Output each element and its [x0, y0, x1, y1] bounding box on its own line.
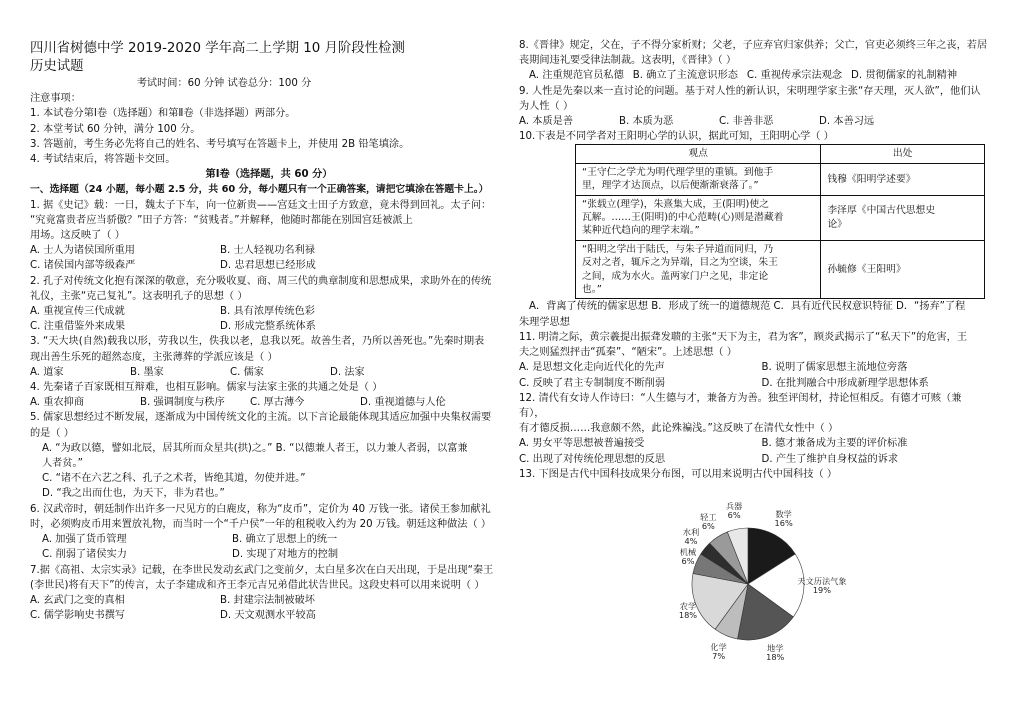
- question-3: [30, 334, 508, 380]
- option-d: D. 产生了维护自身权益的诉求: [761, 453, 899, 465]
- option-b-cont: 人者贫。”: [42, 458, 83, 470]
- question-text: 有才德反损……我意颇不然，此论殊褊浅。”这反映了在清代女性中（ ）: [519, 423, 839, 435]
- question-text: 6. 汉武帝时，朝廷制作出许多一尺见方的白鹿皮，称为“皮币”，定价为 40 万钱一张。诸侯王参加献礼: [30, 503, 491, 515]
- question-text: 7.据《高祖、太宗实录》记载，在李世民发动玄武门之变前夕，太白星多次在白天出现，于是出现“秦王: [30, 564, 494, 576]
- question-text: 丧期间违礼要受律法制裁。这表明，《晋律》（ ）: [519, 55, 737, 67]
- option-a: A. 重视宣传三代成就: [30, 306, 125, 318]
- question-1: [30, 198, 508, 274]
- option-d: D. 法家: [330, 366, 365, 378]
- pie-slice-label: 天文历法气象 19%: [797, 576, 847, 596]
- option-b: B. 说明了儒家思想主流地位旁落: [761, 362, 908, 374]
- question-text: 12. 清代有女诗人作诗曰：“人生德与才，兼备方为善。独至评闺材，持论恒相反。有德才可赅（兼: [519, 392, 962, 404]
- option-d: D. 重视道德与人伦: [360, 397, 446, 409]
- question-text: 2. 孔子对传统文化抱有深深的敬意，充分吸收夏、商、周三代的典章制度和思想成果，求助外在的传统: [30, 275, 492, 287]
- question-text: 11. 明清之际，黄宗羲提出振聋发聩的主张“天下为主，君为客”，顾炎武揭示了“私天下”的危害，王: [519, 331, 968, 343]
- pie-slice-label: 数学 16%: [774, 509, 793, 529]
- option-a: A. 注重规范官员私德: [529, 70, 624, 82]
- left-column: [30, 0, 508, 623]
- question-6: [30, 502, 508, 563]
- option-b: B. 强调制度与秩序: [140, 397, 225, 409]
- notice-block: [30, 91, 508, 167]
- question-options: 朱理学思想: [519, 316, 570, 328]
- notice-item: 2. 本堂考试 60 分钟，满分 100 分。: [30, 123, 201, 135]
- option-a: A. 本质是善: [519, 116, 574, 128]
- option-d: D. 形成完整系统体系: [220, 321, 316, 333]
- option-d: D. 实现了对地方的控制: [232, 549, 339, 561]
- pie-slice-label: 水利 4%: [682, 526, 700, 546]
- question-text: 有），: [519, 407, 545, 419]
- question-8: [519, 38, 1004, 84]
- option-c: C. 诸侯国内部等级森严: [30, 260, 136, 272]
- table-row: [576, 163, 985, 195]
- option-b: B. 封建宗法制被破坏: [220, 594, 315, 606]
- option-b: B. 确立了思想上的统一: [232, 534, 338, 546]
- question-5: [30, 410, 508, 501]
- pie-slice-label: 农学 18%: [678, 601, 698, 621]
- option-c: C. “诸不在六艺之科、孔子之术者，皆绝其道，勿使并进。”: [42, 473, 306, 485]
- table-cell: “阳明之学出于陆氏，与朱子异道而同归，乃 反对之者，辄斥之为异端，目之为空谈，朱王 之间，成为水火。盖两家门户之见，非定论 也。”: [576, 240, 821, 299]
- option-c: C. 儒学影响史书撰写: [30, 610, 126, 622]
- option-c: C. 削弱了诸侯实力: [42, 549, 127, 561]
- question-text: 夫之则猛烈抨击“孤秦”、“陋宋”。上述思想（ ）: [519, 347, 737, 359]
- question-text: 礼仪，主张“克己复礼”。这表明孔子的思想（ ）: [30, 290, 248, 302]
- pie-slice-label: 兵器 6%: [725, 501, 743, 521]
- exam-title: 四川省树德中学 2019-2020 学年高二上学期 10 月阶段性检测: [30, 41, 405, 56]
- option-a: A. 士人为诸侯国所重用: [30, 245, 135, 257]
- table-header: 出处: [821, 145, 985, 163]
- table-cell: “张载立(理学)，朱熹集大成，王(阳明)使之 瓦解。……王(阳明)的中心范畴(心)则是潜藏着 某种近代趋向的理学末端。”: [576, 195, 821, 240]
- option-d: D. “我之出而仕也，为天下，非为君也。”: [42, 488, 225, 500]
- option-c: C. 厚古薄今: [250, 397, 305, 409]
- table-cell: 钱穆《阳明学述要》: [821, 163, 985, 195]
- table-header: 观点: [576, 145, 821, 163]
- question-10: [519, 129, 1004, 330]
- option-d: D. 忠君思想已经形成: [220, 260, 316, 272]
- pie-slice-label: 机械 6%: [679, 546, 697, 566]
- option-b: B. 确立了主流意识形态: [632, 70, 738, 82]
- question-12: [519, 391, 1004, 467]
- option-c: C. 重视传承宗法观念: [746, 70, 843, 82]
- question-9: [519, 84, 1004, 130]
- exam-info: 考试时间：60 分钟 试卷总分：100 分: [136, 78, 312, 89]
- question-4: [30, 380, 508, 410]
- notice-item: 4. 考试结束后，将答题卡交回。: [30, 154, 176, 166]
- table-cell: “王守仁之学尤为明代理学里的重镇。到他手 里，理学才达顶点，以后便渐渐衰落了。”: [576, 163, 821, 195]
- option-a: A. 道家: [30, 366, 64, 378]
- question-text: (李世民)将有天下”的传言，太子李建成和齐王李元吉兄弟借此状告世民。这段史料可以用来说明（ ）: [30, 579, 485, 591]
- option-a: A. 是思想文化走向近代化的先声: [519, 362, 665, 374]
- section-heading: 第Ⅰ卷（选择题，共 60 分）: [205, 169, 333, 181]
- pie-slice-label: 轻工 6%: [700, 511, 717, 531]
- option-c: C. 儒家: [230, 366, 264, 378]
- question-text: “究竟富贵者应当骄傲？”田子方答：“贫贱者。”并解释，他随时都能在别国宫廷被派上: [30, 214, 413, 226]
- option-d: D. 天文观测水平较高: [220, 610, 316, 622]
- question-text: 8.《晋律》规定，父在，子不得分家析财；父老，子应弃官归家供养；父亡，官吏必须终三年之丧，若居: [519, 40, 988, 51]
- question-text: 9. 人性是先秦以来一直讨论的问题。基于对人性的新认识，宋明理学家主张“存天理，灭人欲”，他们认: [519, 85, 981, 97]
- table-row: [576, 240, 985, 299]
- option-a: A. 男女平等思想被普遍接受: [519, 438, 645, 450]
- option-a: A. 玄武门之变的真相: [30, 594, 125, 606]
- tech-pie-chart: [660, 501, 850, 662]
- viewpoint-table: [575, 144, 985, 299]
- question-text: 1. 据《史记》载：一日，魏太子下车，向一位新贵——宫廷文士田子方致意，竟未得到回礼。太子问：: [30, 199, 492, 211]
- option-a: A. “为政以德，譬如北辰，居其所而众星共(拱)之。” B. “以德兼人者王，以力兼人者弱，以富兼: [42, 442, 468, 454]
- question-text: 时，必须购皮币用来置放礼物，而当时一个“千户侯”一年的租税收入约为 20 万钱。朝廷这种做法（ ）: [30, 518, 492, 530]
- table-cell: 李泽厚《中国古代思想史 论》: [821, 195, 985, 240]
- question-options: A．背离了传统的儒家思想 B．形成了统一的道德规范 C．具有近代民权意识特征 D．“扬弃”了程: [529, 301, 966, 313]
- option-d: D. 本善习远: [819, 116, 875, 128]
- question-text: 为人性（ ）: [519, 100, 574, 112]
- option-b: B. 本质为恶: [619, 116, 674, 128]
- table-cell: 孙毓修《王阳明》: [821, 240, 985, 299]
- section-intro: 一、选择题（24 小题，每小题 2.5 分，共 60 分，每小题只有一个正确答案，请把它填涂在答题卡上。）: [30, 184, 489, 196]
- option-b: B. 德才兼备成为主要的评价标准: [761, 438, 908, 450]
- question-text: 用场。这反映了（ ）: [30, 230, 125, 242]
- table-row: [576, 195, 985, 240]
- question-text: 的是（ ）: [30, 427, 74, 439]
- pie-slice-label: 地学 18%: [766, 642, 785, 662]
- option-a: A. 重农抑商: [30, 397, 85, 409]
- option-d: D. 贯彻儒家的礼制精神: [851, 70, 958, 82]
- option-c: C. 出现了对传统伦理思想的反思: [519, 453, 666, 465]
- table-header-row: [576, 145, 985, 163]
- question-text: 4. 先秦诸子百家既相互辩难，也相互影响。儒家与法家主张的共通之处是（ ）: [30, 382, 383, 394]
- question-text: 10.下表是不同学者对王阳明心学的认识，据此可知，王阳明心学（ ）: [519, 131, 834, 143]
- option-b: B. 士人轻视功名利禄: [220, 245, 315, 257]
- notice-item: 1. 本试卷分第Ⅰ卷（选择题）和第Ⅱ卷（非选择题）两部分。: [30, 108, 296, 120]
- question-text: 3. “天大块(自然)载我以形，劳我以生，佚我以老，息我以死。故善生者，乃所以善死也。”先秦时期表: [30, 336, 485, 348]
- question-13: [519, 467, 1004, 482]
- question-text: 现出善生乐死的超然态度，主张薄葬的学派应该是（ ）: [30, 351, 278, 363]
- option-d: D. 在批判融合中形成新理学思想体系: [761, 377, 929, 389]
- question-7: [30, 563, 508, 624]
- question-text: 5. 儒家思想经过不断发展，逐渐成为中国传统文化的主流。以下言论最能体现其适应加强中央集权需要: [30, 412, 492, 424]
- option-c: C. 反映了君主专制制度不断削弱: [519, 377, 666, 389]
- subject-title: 历史试题: [30, 59, 84, 74]
- notice-item: 3. 答题前，考生务必先将自己的姓名、考号填写在答题卡上，并使用 2B 铅笔填涂。: [30, 138, 410, 150]
- notice-heading: 注意事项：: [30, 93, 81, 105]
- question-2: [30, 274, 508, 335]
- question-text: 13. 下图是古代中国科技成果分布图，可以用来说明古代中国科技（ ）: [519, 468, 838, 480]
- option-c: C. 非善非恶: [719, 116, 774, 128]
- question-11: [519, 330, 1004, 391]
- option-a: A. 加强了货币管理: [42, 534, 127, 546]
- option-c: C. 注重借鉴外来成果: [30, 321, 126, 333]
- option-b: B. 墨家: [130, 366, 164, 378]
- right-column: [519, 38, 1004, 482]
- option-b: B. 具有浓厚传统色彩: [220, 306, 315, 318]
- pie-slice-label: 化学 7%: [710, 641, 727, 661]
